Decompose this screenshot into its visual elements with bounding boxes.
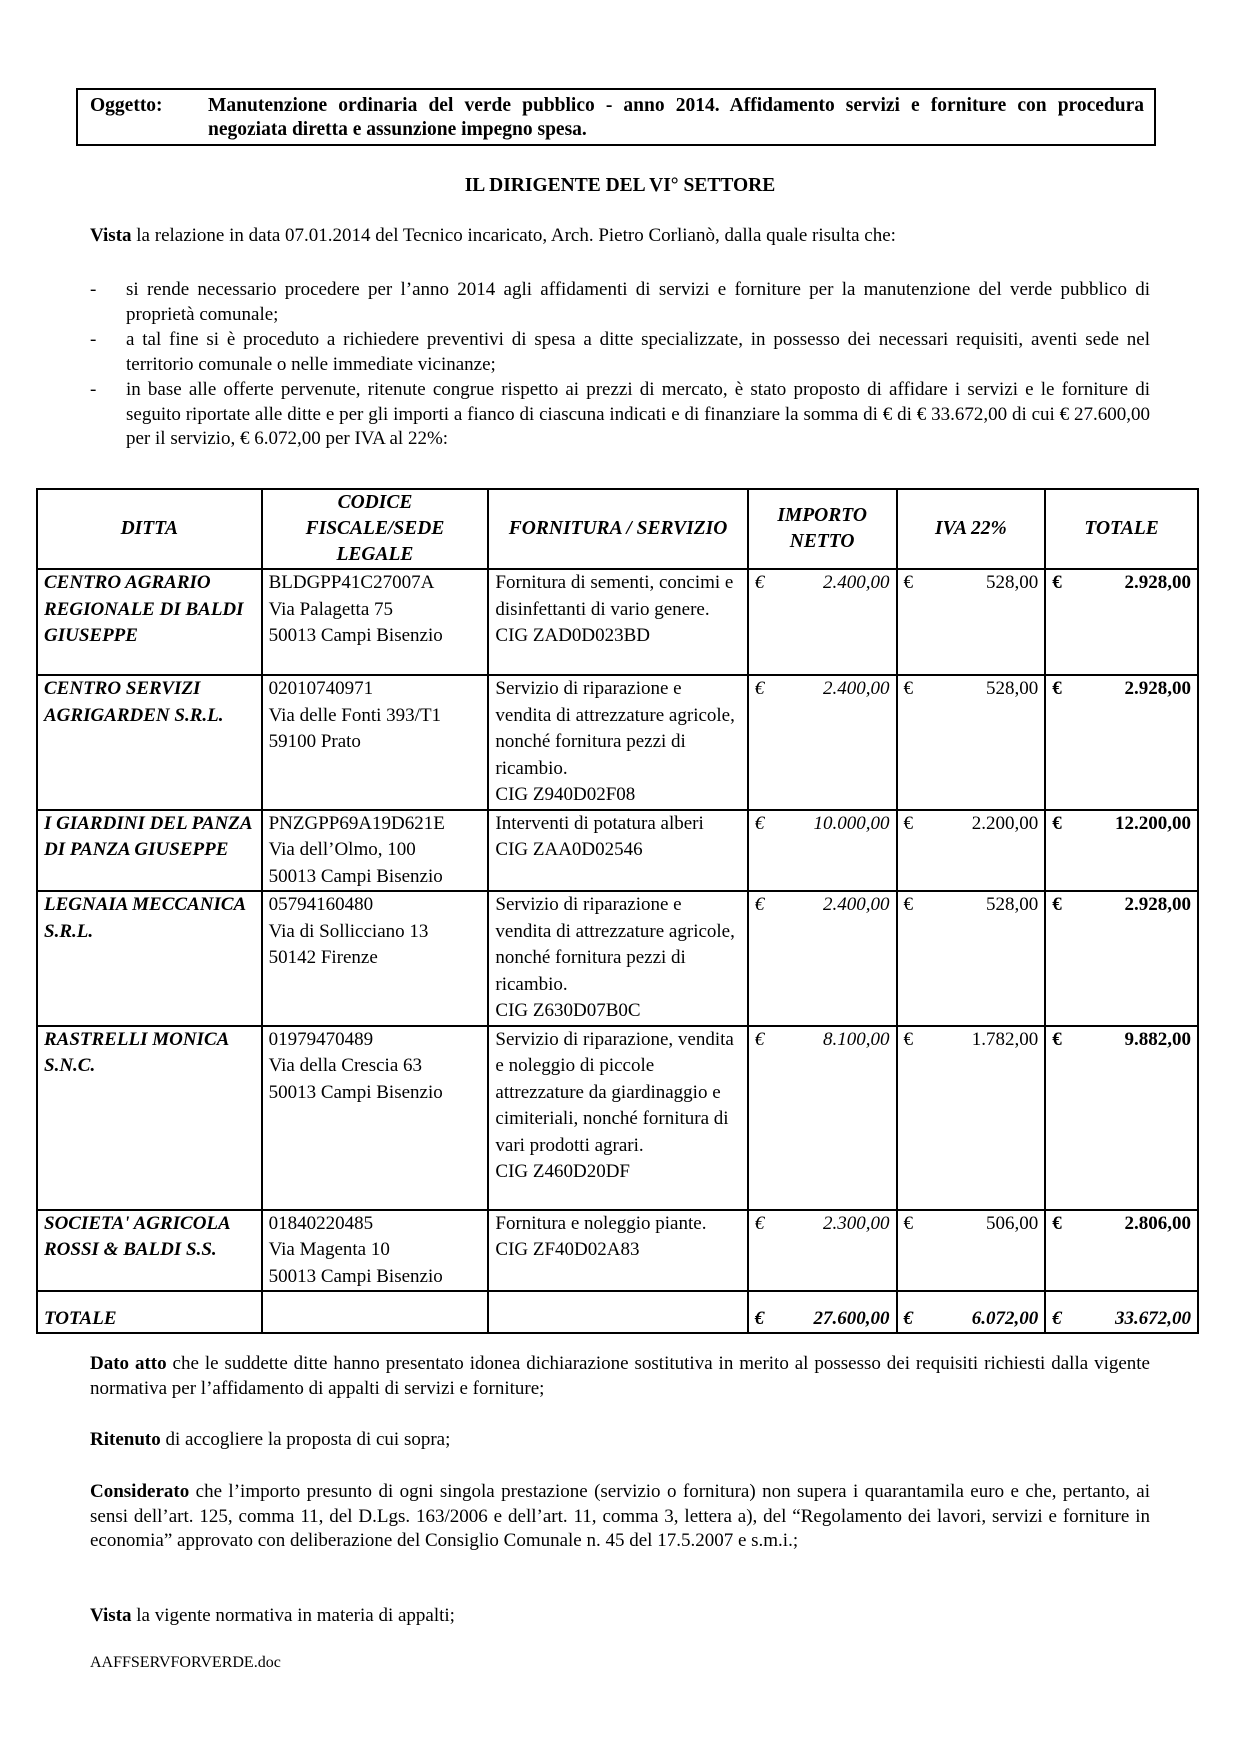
euro-sign: € — [1052, 678, 1062, 699]
address-city: 50013 Campi Bisenzio — [268, 865, 443, 887]
header-fornitura: FORNITURA / SERVIZIO — [488, 489, 747, 569]
subject-box — [76, 88, 1156, 146]
bullet-item — [90, 328, 1150, 378]
total-empty-cell — [262, 1291, 489, 1333]
table-header-row — [37, 489, 1198, 569]
cell-codice — [262, 891, 489, 1026]
assignments-table — [36, 488, 1199, 1334]
iva-value: 506,00 — [985, 1212, 1039, 1234]
fornitura-text: Servizio di riparazione e vendita di attrezzature agricole, nonché fornitura pezzi di ricambio. — [495, 678, 735, 779]
address-street: Via della Crescia 63 — [268, 1055, 423, 1076]
address-street: Via dell’Olmo, 100 — [268, 839, 416, 860]
bullet-text: si rende necessario procedere per l’anno 2014 agli affidamenti di servizi e forniture per la manutenzione del verde pubblico di proprietà comunale; — [126, 279, 1150, 325]
importo-value: 8.100,00 — [823, 1028, 890, 1050]
header-totale: TOTALE — [1045, 489, 1198, 569]
fornitura-text: Fornitura di sementi, concimi e disinfettanti di vario genere. — [495, 572, 734, 620]
address-street: Via di Sollicciano 13 — [268, 920, 429, 942]
totale-value: 2.806,00 — [1124, 1212, 1191, 1234]
cig-code: CIG Z630D07B0C — [495, 1000, 641, 1021]
subject-text: Manutenzione ordinaria del verde pubblico - anno 2014. Affidamento servizi e forniture con procedura negoziata diretta e assunzione impegno spesa. — [208, 95, 1144, 140]
vista-normativa-lead: Vista — [90, 1605, 132, 1626]
dato-atto-lead: Dato atto — [90, 1353, 167, 1374]
address-city: 50013 Campi Bisenzio — [268, 1081, 443, 1103]
iva-value: 528,00 — [985, 894, 1039, 915]
totale-value: 2.928,00 — [1124, 678, 1191, 699]
table-total-row — [37, 1291, 1198, 1333]
euro-sign: € — [903, 1028, 914, 1050]
address-city: 59100 Prato — [268, 731, 361, 752]
total-iva-value: 6.072,00 — [971, 1307, 1039, 1329]
bullet-text: in base alle offerte pervenute, ritenute congrue rispetto ai prezzi di mercato, è stato proposto di affidare i servizi e le forniture di seguito riportate alle ditte e per gli importi a fianco di ciascuna indicati e di finanziare la somma di € di € 33.672,00 di cui € 27.600,00 per il servizio, € 6.072,00 per IVA al 22%: — [126, 379, 1150, 449]
codice-fiscale: 01840220485 — [268, 1212, 374, 1234]
euro-sign: € — [903, 678, 914, 699]
iva-value: 1.782,00 — [971, 1028, 1039, 1050]
iva-value: 528,00 — [985, 678, 1039, 699]
address-city: 50013 Campi Bisenzio — [268, 1265, 443, 1287]
cell-importo — [748, 569, 897, 675]
iva-value: 528,00 — [985, 572, 1039, 593]
bullet-dash: - — [90, 379, 97, 400]
bullet-text: a tal fine si è proceduto a richiedere preventivi di spesa a ditte specializzate, in possesso dei necessari requisiti, aventi sede nel territorio comunale o nelle immediate vicinanze; — [126, 329, 1150, 375]
fornitura-text: Servizio di riparazione, vendita e noleggio di piccole attrezzature da giardinaggio e cimiteriali, nonché fornitura di vari prodotti agrari. — [495, 1028, 734, 1156]
importo-value: 2.400,00 — [823, 572, 890, 593]
cell-ditta: CENTRO AGRARIO REGIONALE DI BALDI GIUSEPPE — [37, 569, 262, 675]
codice-fiscale: BLDGPP41C27007A — [268, 572, 435, 593]
address-street: Via delle Fonti 393/T1 — [268, 704, 442, 726]
euro-sign: € — [903, 1307, 914, 1329]
fornitura-text: Servizio di riparazione e vendita di attrezzature agricole, nonché fornitura pezzi di ricambio. — [495, 894, 735, 995]
cell-codice — [262, 810, 489, 892]
euro-sign: € — [754, 812, 765, 834]
cell-importo — [748, 810, 897, 892]
euro-sign: € — [1052, 572, 1062, 593]
euro-sign: € — [903, 812, 914, 834]
cig-code: CIG Z460D20DF — [495, 1161, 630, 1182]
dato-atto-text: che le suddette ditte hanno presentato idonea dichiarazione sostitutiva in merito al possesso dei requisiti richiesti dalla vigente normativa per l’affidamento di appalti di servizi e forniture; — [90, 1353, 1150, 1399]
cell-totale — [1045, 1026, 1198, 1210]
cell-fornitura — [488, 1210, 747, 1292]
bullet-dash: - — [90, 279, 97, 300]
totale-value: 12.200,00 — [1115, 812, 1191, 834]
cell-fornitura — [488, 675, 747, 810]
cell-iva — [897, 810, 1046, 892]
cig-code: CIG ZF40D02A83 — [495, 1239, 640, 1260]
cell-totale — [1045, 891, 1198, 1026]
euro-sign: € — [1052, 1212, 1062, 1234]
cell-iva — [897, 891, 1046, 1026]
euro-sign: € — [754, 678, 765, 699]
euro-sign: € — [1052, 894, 1062, 915]
header-codice: CODICE FISCALE/SEDE LEGALE — [262, 489, 489, 569]
cell-totale — [1045, 1210, 1198, 1292]
dato-atto-paragraph — [90, 1352, 1150, 1401]
cell-importo — [748, 675, 897, 810]
address-city: 50013 Campi Bisenzio — [268, 625, 443, 646]
cell-totale — [1045, 810, 1198, 892]
cell-ditta: SOCIETA' AGRICOLA ROSSI & BALDI S.S. — [37, 1210, 262, 1292]
cell-importo — [748, 891, 897, 1026]
table-row — [37, 569, 1198, 675]
ritenuto-paragraph — [90, 1428, 1150, 1453]
euro-sign: € — [754, 1307, 765, 1329]
euro-sign: € — [1052, 812, 1062, 834]
bullet-item — [90, 278, 1150, 328]
cell-codice — [262, 1210, 489, 1292]
codice-fiscale: PNZGPP69A19D621E — [268, 812, 445, 834]
subject-label: Oggetto: — [90, 95, 163, 116]
euro-sign: € — [903, 1212, 914, 1234]
cell-codice — [262, 1026, 489, 1210]
page-title: IL DIRIGENTE DEL VI° SETTORE — [464, 175, 776, 196]
cell-ditta: I GIARDINI DEL PANZA DI PANZA GIUSEPPE — [37, 810, 262, 892]
ritenuto-lead: Ritenuto — [90, 1429, 161, 1450]
considerato-paragraph — [90, 1480, 1150, 1554]
intro-lead: Vista — [90, 225, 132, 246]
header-importo: IMPORTO NETTO — [748, 489, 897, 569]
intro-text: la relazione in data 07.01.2014 del Tecnico incaricato, Arch. Pietro Corlianò, dalla quale risulta che: — [131, 225, 896, 246]
vista-normativa-paragraph — [90, 1604, 1150, 1629]
header-ditta: DITTA — [37, 489, 262, 569]
cell-codice — [262, 569, 489, 675]
cell-totale — [1045, 675, 1198, 810]
table-row — [37, 1210, 1198, 1292]
address-street: Via Magenta 10 — [268, 1239, 390, 1260]
total-label: TOTALE — [37, 1291, 262, 1333]
total-importo-value: 27.600,00 — [813, 1307, 890, 1329]
vista-normativa-text: la vigente normativa in materia di appalti; — [131, 1605, 455, 1626]
fornitura-text: Interventi di potatura alberi — [495, 812, 704, 834]
cell-importo — [748, 1026, 897, 1210]
table-row — [37, 891, 1198, 1026]
euro-sign: € — [754, 894, 765, 915]
euro-sign: € — [903, 894, 914, 915]
address-city: 50142 Firenze — [268, 947, 378, 968]
total-importo — [748, 1291, 897, 1333]
cell-fornitura — [488, 891, 747, 1026]
cell-ditta: LEGNAIA MECCANICA S.R.L. — [37, 891, 262, 1026]
footer-filename: AAFFSERVFORVERDE.doc — [90, 1654, 281, 1671]
euro-sign: € — [903, 572, 914, 593]
considerato-text: che l’importo presunto di ogni singola prestazione (servizio o fornitura) non supera i quarantamila euro e che, pertanto, ai sensi dell’art. 125, comma 11, del D.Lgs. 163/2006 e dell’art. 11, comma 3, lettera a), del “Regolamento dei lavori, servizi e forniture in economia” approvato con deliberazione del Consiglio Comunale n. 45 del 17.5.2007 e s.m.i.; — [90, 1481, 1150, 1551]
cell-totale — [1045, 569, 1198, 675]
codice-fiscale: 05794160480 — [268, 894, 374, 915]
bullet-item — [90, 378, 1150, 453]
bullet-dash: - — [90, 329, 97, 350]
codice-fiscale: 01979470489 — [268, 1028, 374, 1050]
cell-fornitura — [488, 1026, 747, 1210]
ritenuto-text: di accogliere la proposta di cui sopra; — [160, 1429, 451, 1450]
fornitura-text: Fornitura e noleggio piante. — [495, 1212, 707, 1234]
cell-codice — [262, 675, 489, 810]
importo-value: 2.300,00 — [823, 1212, 890, 1234]
importo-value: 10.000,00 — [813, 812, 890, 834]
cig-code: CIG ZAA0D02546 — [495, 839, 643, 860]
cell-ditta: CENTRO SERVIZI AGRIGARDEN S.R.L. — [37, 675, 262, 810]
euro-sign: € — [1052, 1028, 1062, 1050]
total-totale — [1045, 1291, 1198, 1333]
table-row — [37, 810, 1198, 892]
cell-iva — [897, 675, 1046, 810]
totale-value: 2.928,00 — [1124, 894, 1191, 915]
cell-fornitura — [488, 810, 747, 892]
euro-sign: € — [754, 1028, 765, 1050]
codice-fiscale: 02010740971 — [268, 678, 374, 699]
table-row — [37, 1026, 1198, 1210]
totale-value: 2.928,00 — [1124, 572, 1191, 593]
cell-ditta: RASTRELLI MONICA S.N.C. — [37, 1026, 262, 1210]
table-row — [37, 675, 1198, 810]
cell-iva — [897, 1026, 1046, 1210]
considerato-lead: Considerato — [90, 1481, 190, 1502]
cell-iva — [897, 1210, 1046, 1292]
cell-importo — [748, 1210, 897, 1292]
intro-paragraph — [90, 224, 1150, 249]
euro-sign: € — [754, 572, 765, 593]
total-totale-value: 33.672,00 — [1115, 1307, 1191, 1329]
cell-fornitura — [488, 569, 747, 675]
cell-iva — [897, 569, 1046, 675]
totale-value: 9.882,00 — [1124, 1028, 1191, 1050]
total-empty-cell — [488, 1291, 747, 1333]
euro-sign: € — [1052, 1307, 1062, 1329]
importo-value: 2.400,00 — [823, 678, 890, 699]
importo-value: 2.400,00 — [823, 894, 890, 915]
iva-value: 2.200,00 — [971, 812, 1039, 834]
cig-code: CIG ZAD0D023BD — [495, 625, 651, 646]
address-street: Via Palagetta 75 — [268, 598, 394, 620]
cig-code: CIG Z940D02F08 — [495, 784, 636, 805]
header-iva: IVA 22% — [897, 489, 1046, 569]
euro-sign: € — [754, 1212, 765, 1234]
total-iva — [897, 1291, 1046, 1333]
